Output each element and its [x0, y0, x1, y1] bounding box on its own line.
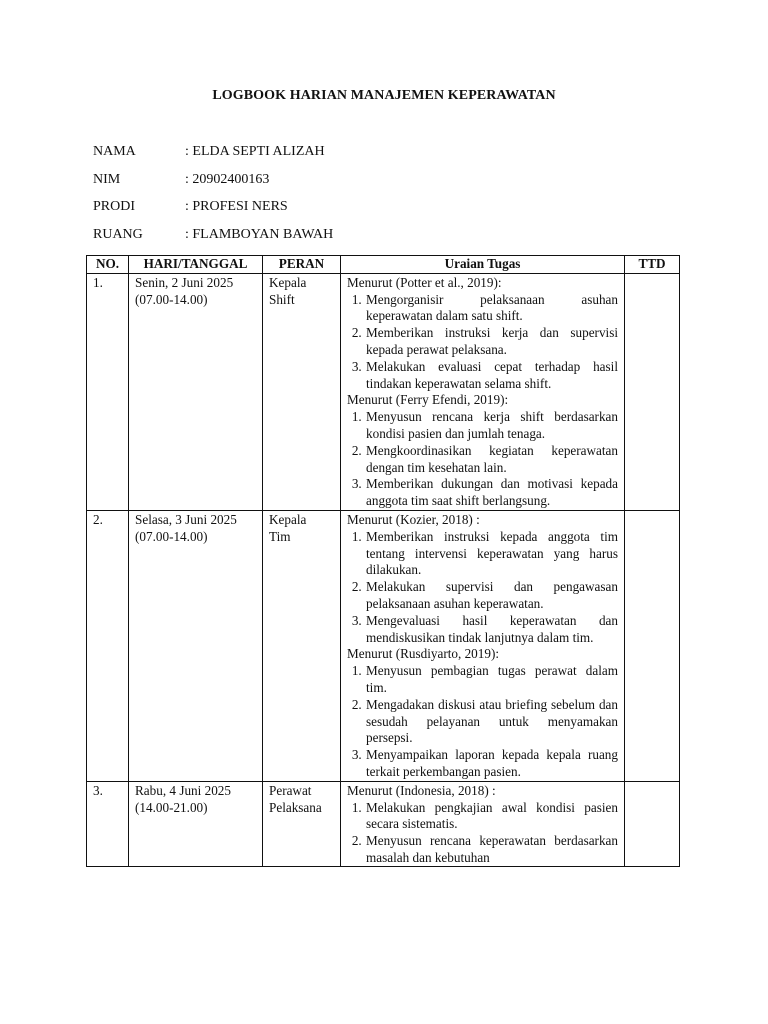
task-source: Menurut (Kozier, 2018) :	[347, 511, 480, 527]
row-role-cell	[263, 781, 341, 866]
info-row-nim	[93, 171, 333, 199]
task-list	[347, 800, 618, 866]
row-signature-cell	[625, 273, 680, 510]
task-item: 2. Melakukan supervisi dan pengawasan pelaksanaan asuhan keperawatan.	[365, 579, 618, 613]
row-time: (14.00-21.00)	[135, 799, 208, 815]
row-role-line: Pelaksana	[269, 799, 322, 815]
row-role-line: Perawat	[269, 782, 312, 798]
table-row	[87, 781, 680, 866]
row-date-cell	[129, 781, 263, 866]
header-date: HARI/TANGGAL	[129, 256, 263, 274]
row-number: 3.	[87, 781, 129, 866]
info-value: : ELDA SEPTI ALIZAH	[185, 144, 325, 159]
task-item: 1. Menyusun pembagian tugas perawat dalam tim.	[365, 663, 618, 697]
task-list	[347, 292, 618, 393]
task-source: Menurut (Ferry Efendi, 2019):	[347, 392, 509, 408]
header-sign: TTD	[625, 256, 680, 274]
task-item: 1. Melakukan pengkajian awal kondisi pasien secara sistematis.	[365, 800, 618, 834]
task-item: 3. Memberikan dukungan dan motivasi kepada anggota tim saat shift berlangsung.	[365, 476, 618, 510]
task-clip	[347, 783, 618, 866]
header-role: PERAN	[263, 256, 341, 274]
header-no: NO.	[87, 256, 129, 274]
task-source: Menurut (Rusdiyarto, 2019):	[347, 646, 500, 662]
row-role-line: Kepala	[269, 274, 307, 290]
row-tasks-cell	[341, 781, 625, 866]
logbook-table	[86, 255, 680, 867]
task-item: 2. Mengadakan diskusi atau briefing sebelum dan sesudah pelayanan untuk menyamakan persepsi.	[365, 697, 618, 747]
table-header-row	[87, 256, 680, 274]
task-item: 2. Mengkoordinasikan kegiatan keperawatan dengan tim kesehatan lain.	[365, 443, 618, 477]
row-role-cell	[263, 273, 341, 510]
row-date-cell	[129, 273, 263, 510]
task-item: 2. Memberikan instruksi kerja dan supervisi kepada perawat pelaksana.	[365, 325, 618, 359]
row-role-cell	[263, 510, 341, 781]
info-value: : PROFESI NERS	[185, 199, 288, 214]
info-label: NIM	[93, 171, 121, 187]
info-value: : FLAMBOYAN BAWAH	[185, 226, 334, 242]
task-source: Menurut (Potter et al., 2019):	[347, 274, 502, 290]
row-role-line: Tim	[269, 528, 291, 544]
task-list	[347, 529, 618, 647]
task-item: 3. Menyampaikan laporan kepada kepala ruang terkait perkembangan pasien.	[365, 747, 618, 781]
row-number: 2.	[87, 510, 129, 781]
row-signature-cell	[625, 781, 680, 866]
task-item: 1. Memberikan instruksi kepada anggota tim tentang intervensi keperawatan yang harus dilakukan.	[365, 529, 618, 579]
row-day: Rabu, 4 Juni 2025	[135, 782, 231, 798]
row-day: Senin, 2 Juni 2025	[135, 274, 234, 290]
row-day: Selasa, 3 Juni 2025	[135, 511, 237, 527]
info-value: : 20902400163	[185, 171, 270, 187]
table-row	[87, 510, 680, 781]
row-time: (07.00-14.00)	[135, 291, 208, 307]
header-tasks: Uraian Tugas	[341, 256, 625, 274]
table-row	[87, 273, 680, 510]
page-title: LOGBOOK HARIAN MANAJEMEN KEPERAWATAN	[212, 88, 556, 103]
row-time: (07.00-14.00)	[135, 528, 208, 544]
task-item: 1. Mengorganisir pelaksanaan asuhan keperawatan dalam satu shift.	[365, 292, 618, 326]
row-date-cell	[129, 510, 263, 781]
task-item: 3. Melakukan evaluasi cepat terhadap hasil tindakan keperawatan selama shift.	[365, 359, 618, 393]
task-item: 2. Menyusun rencana keperawatan berdasarkan masalah dan kebutuhan	[365, 833, 618, 866]
task-source: Menurut (Indonesia, 2018) :	[347, 782, 496, 798]
student-info	[93, 143, 333, 253]
task-list	[347, 409, 618, 510]
info-row-nama	[93, 143, 333, 171]
row-role-line: Kepala	[269, 511, 307, 527]
row-signature-cell	[625, 510, 680, 781]
row-number: 1.	[87, 273, 129, 510]
info-label: PRODI	[93, 199, 136, 214]
task-list	[347, 663, 618, 781]
info-row-ruang	[93, 226, 333, 254]
info-label: RUANG	[93, 226, 143, 242]
info-row-prodi	[93, 198, 333, 226]
task-item: 3. Mengevaluasi hasil keperawatan dan mendiskusikan tindak lanjutnya dalam tim.	[365, 613, 618, 647]
info-label: NAMA	[93, 144, 136, 159]
row-tasks-cell	[341, 273, 625, 510]
row-tasks-cell	[341, 510, 625, 781]
task-item: 1. Menyusun rencana kerja shift berdasarkan kondisi pasien dan jumlah tenaga.	[365, 409, 618, 443]
row-role-line: Shift	[269, 291, 295, 307]
